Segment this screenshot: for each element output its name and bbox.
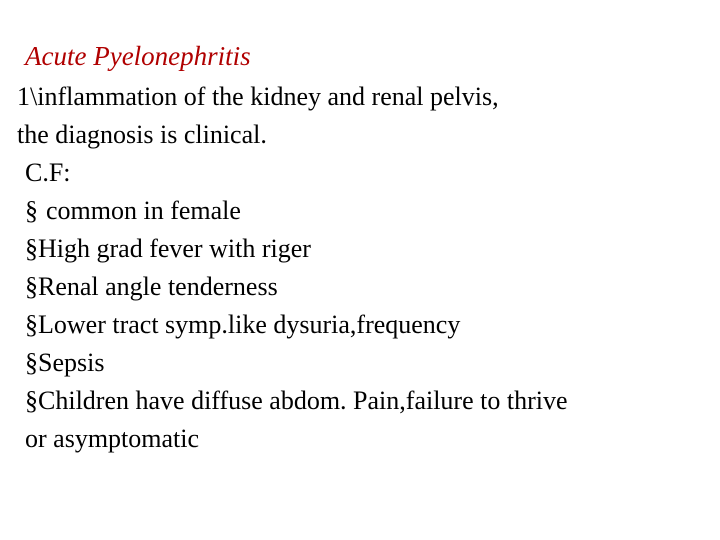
slide-title: Acute Pyelonephritis — [25, 41, 251, 71]
bullet-text: Lower tract symp.like dysuria,frequency — [38, 310, 461, 339]
bullet-icon: § — [25, 234, 38, 263]
bullet-icon: § — [25, 348, 38, 377]
bullet-text: High grad fever with riger — [38, 234, 311, 263]
bullet-item — [17, 192, 712, 230]
section-label: C.F: — [25, 158, 71, 187]
bullet-item — [17, 344, 712, 382]
slide-body — [17, 78, 712, 458]
bullet-item — [17, 382, 712, 420]
bullet-item — [17, 230, 712, 268]
bullet-text: Renal angle tenderness — [38, 272, 278, 301]
bullet-continuation: or asymptomatic — [25, 424, 200, 453]
bullet-icon: § — [25, 310, 38, 339]
bullet-item — [17, 268, 712, 306]
bullet-icon: § — [25, 196, 38, 225]
intro-line-2: the diagnosis is clinical. — [17, 120, 267, 149]
bullet-icon: § — [25, 272, 38, 301]
bullet-item — [17, 306, 712, 344]
bullet-text: Sepsis — [38, 348, 105, 377]
bullet-icon: § — [25, 386, 38, 415]
bullet-text: Children have diffuse abdom. Pain,failure to thrive — [38, 386, 568, 415]
bullet-text: common in female — [46, 196, 241, 225]
intro-line-1: 1\inflammation of the kidney and renal pelvis, — [17, 82, 499, 111]
